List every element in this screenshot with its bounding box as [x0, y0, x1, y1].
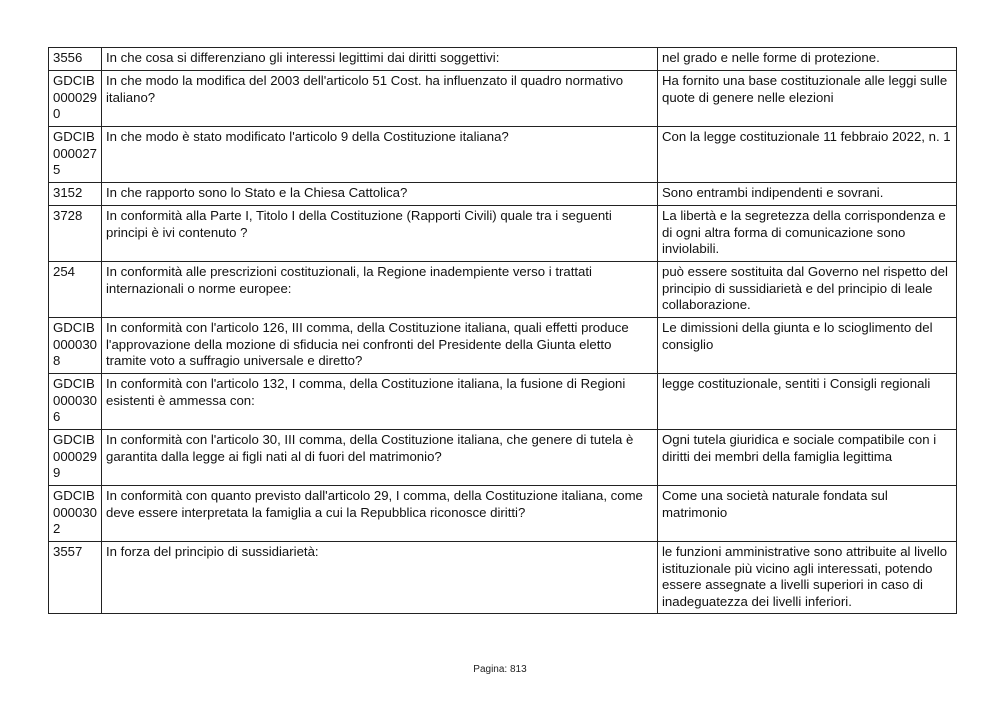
row-question: In conformità alla Parte I, Titolo I della Costituzione (Rapporti Civili) quale tra i seguenti principi è ivi contenuto ?: [102, 206, 658, 262]
row-answer: nel grado e nelle forme di protezione.: [658, 48, 957, 71]
row-answer: le funzioni amministrative sono attribuite al livello istituzionale più vicino agli interessati, potendo essere assegnate a livelli superiori in caso di inadeguatezza dei livelli inferiori.: [658, 542, 957, 614]
row-question: In conformità con quanto previsto dall'articolo 29, I comma, della Costituzione italiana, come deve essere interpretata la famiglia a cui la Repubblica riconosce diritti?: [102, 486, 658, 542]
row-id: GDCIB0000275: [49, 127, 102, 183]
table-row: [49, 486, 957, 542]
row-answer: Le dimissioni della giunta e lo scioglimento del consiglio: [658, 318, 957, 374]
questions-table: [48, 47, 957, 614]
row-answer: Ogni tutela giuridica e sociale compatibile con i diritti dei membri della famiglia legittima: [658, 430, 957, 486]
row-id: 3152: [49, 183, 102, 206]
row-question: In forza del principio di sussidiarietà:: [102, 542, 658, 614]
row-answer: può essere sostituita dal Governo nel rispetto del principio di sussidiarietà e del principio di leale collaborazione.: [658, 262, 957, 318]
table-row: [49, 127, 957, 183]
row-id: GDCIB0000306: [49, 374, 102, 430]
row-answer: Come una società naturale fondata sul matrimonio: [658, 486, 957, 542]
row-question: In conformità con l'articolo 132, I comma, della Costituzione italiana, la fusione di Regioni esistenti è ammessa con:: [102, 374, 658, 430]
table-row: [49, 71, 957, 127]
row-question: In che rapporto sono lo Stato e la Chiesa Cattolica?: [102, 183, 658, 206]
questions-table-body: [49, 48, 957, 614]
row-question: In che modo la modifica del 2003 dell'articolo 51 Cost. ha influenzato il quadro normativo italiano?: [102, 71, 658, 127]
row-id: GDCIB0000302: [49, 486, 102, 542]
row-answer: legge costituzionale, sentiti i Consigli regionali: [658, 374, 957, 430]
row-question: In conformità con l'articolo 30, III comma, della Costituzione italiana, che genere di tutela è garantita dalla legge ai figli nati al di fuori del matrimonio?: [102, 430, 658, 486]
table-row: [49, 48, 957, 71]
table-row: [49, 183, 957, 206]
row-id: 254: [49, 262, 102, 318]
row-question: In che modo è stato modificato l'articolo 9 della Costituzione italiana?: [102, 127, 658, 183]
row-id: GDCIB0000308: [49, 318, 102, 374]
row-answer: Ha fornito una base costituzionale alle leggi sulle quote di genere nelle elezioni: [658, 71, 957, 127]
row-answer: La libertà e la segretezza della corrispondenza e di ogni altra forma di comunicazione sono inviolabili.: [658, 206, 957, 262]
row-id: 3556: [49, 48, 102, 71]
row-id: GDCIB0000290: [49, 71, 102, 127]
table-row: [49, 206, 957, 262]
table-row: [49, 318, 957, 374]
row-answer: Sono entrambi indipendenti e sovrani.: [658, 183, 957, 206]
table-row: [49, 430, 957, 486]
row-id: 3728: [49, 206, 102, 262]
row-question: In conformità con l'articolo 126, III comma, della Costituzione italiana, quali effetti produce l'approvazione della mozione di sfiducia nei confronti del Presidente della Giunta eletto tramite voto a suffragio universale e diretto?: [102, 318, 658, 374]
table-row: [49, 374, 957, 430]
row-answer: Con la legge costituzionale 11 febbraio 2022, n. 1: [658, 127, 957, 183]
row-id: 3557: [49, 542, 102, 614]
table-row: [49, 542, 957, 614]
row-id: GDCIB0000299: [49, 430, 102, 486]
row-question: In conformità alle prescrizioni costituzionali, la Regione inadempiente verso i trattati internazionali o norme europee:: [102, 262, 658, 318]
row-question: In che cosa si differenziano gli interessi legittimi dai diritti soggettivi:: [102, 48, 658, 71]
table-row: [49, 262, 957, 318]
page-number: Pagina: 813: [473, 664, 527, 675]
